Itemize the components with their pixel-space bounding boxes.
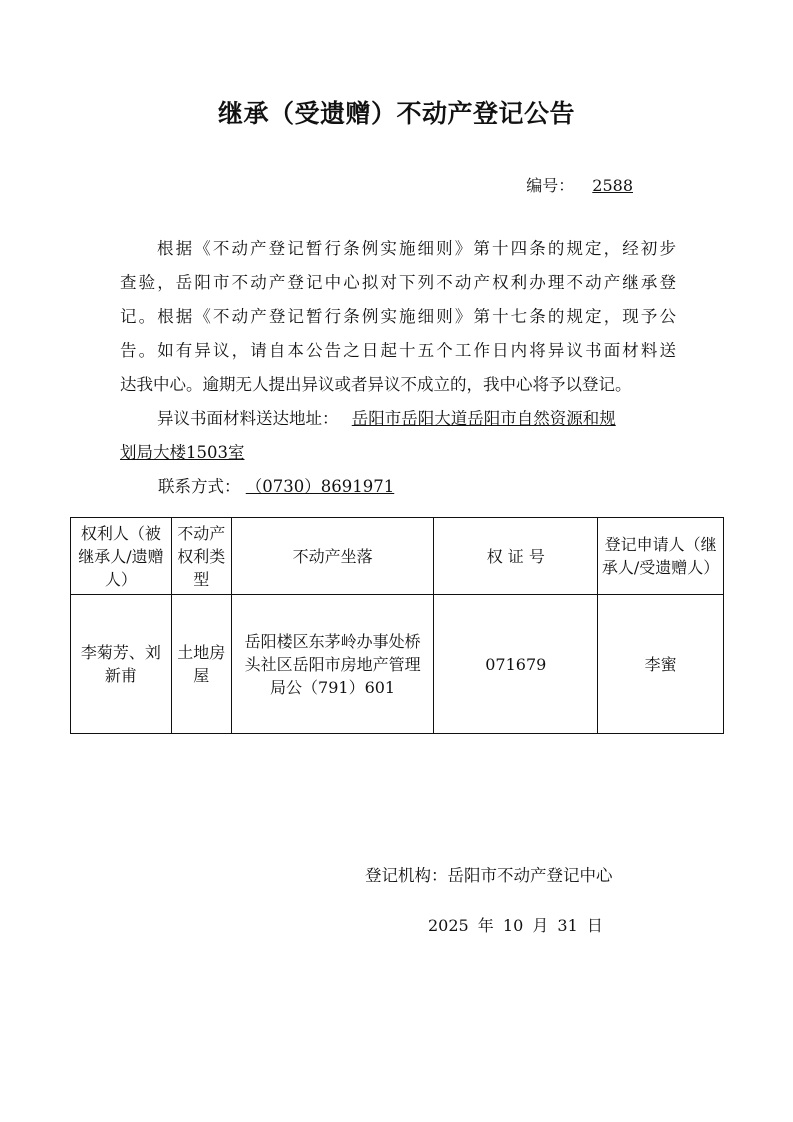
header-applicant: 登记申请人（继承人/受遗赠人） xyxy=(598,518,724,595)
objection-address-label: 异议书面材料送达地址： xyxy=(157,409,339,428)
notice-number-value: 2588 xyxy=(592,176,633,195)
header-right-type: 不动产权利类型 xyxy=(171,518,231,595)
body-line: 根据《不动产登记暂行条例实施细则》第十四条的规定，经初步 xyxy=(157,239,676,258)
registrar-value: 岳阳市不动产登记中心 xyxy=(447,866,613,885)
table-row xyxy=(71,595,724,734)
body-line: 告。如有异议，请自本公告之日起十五个工作日内将异议书面材料送 xyxy=(120,341,676,360)
cell-holder: 李菊芳、刘新甫 xyxy=(71,595,172,734)
header-holder: 权利人（被继承人/遗赠人） xyxy=(71,518,172,595)
registrar-label: 登记机构： xyxy=(365,866,448,885)
body-line: 达我中心。逾期无人提出异议或者异议不成立的，我中心将予以登记。 xyxy=(120,375,632,394)
notice-body xyxy=(120,232,676,402)
contact-label: 联系方式： xyxy=(158,477,241,496)
header-location: 不动产坐落 xyxy=(231,518,434,595)
cell-location: 岳阳楼区东茅岭办事处桥头社区岳阳市房地产管理局公（791）601 xyxy=(231,595,434,734)
registrar xyxy=(365,862,613,886)
body-line: 记。根据《不动产登记暂行条例实施细则》第十七条的规定，现予公 xyxy=(120,307,676,326)
objection-address-value-1: 岳阳市岳阳大道岳阳市自然资源和规 xyxy=(351,409,616,428)
registration-table xyxy=(70,517,724,734)
notice-number xyxy=(526,173,633,196)
cell-cert-no: 071679 xyxy=(434,595,598,734)
cell-right-type: 土地房屋 xyxy=(171,595,231,734)
cell-applicant: 李蜜 xyxy=(598,595,724,734)
contact-info xyxy=(158,470,424,504)
objection-address-value-2: 划局大楼1503室 xyxy=(120,443,245,462)
body-line: 查验，岳阳市不动产登记中心拟对下列不动产权利办理不动产继承登 xyxy=(120,273,676,292)
header-cert-no: 权 证 号 xyxy=(434,518,598,595)
notice-number-label: 编号： xyxy=(526,176,575,195)
notice-date: 2025 年 10 月 31 日 xyxy=(428,916,603,935)
table-header-row xyxy=(71,518,724,595)
objection-address xyxy=(120,402,676,470)
notice-title: 继承（受遗赠）不动产登记公告 xyxy=(217,99,575,128)
contact-value: （0730）8691971 xyxy=(245,477,395,496)
